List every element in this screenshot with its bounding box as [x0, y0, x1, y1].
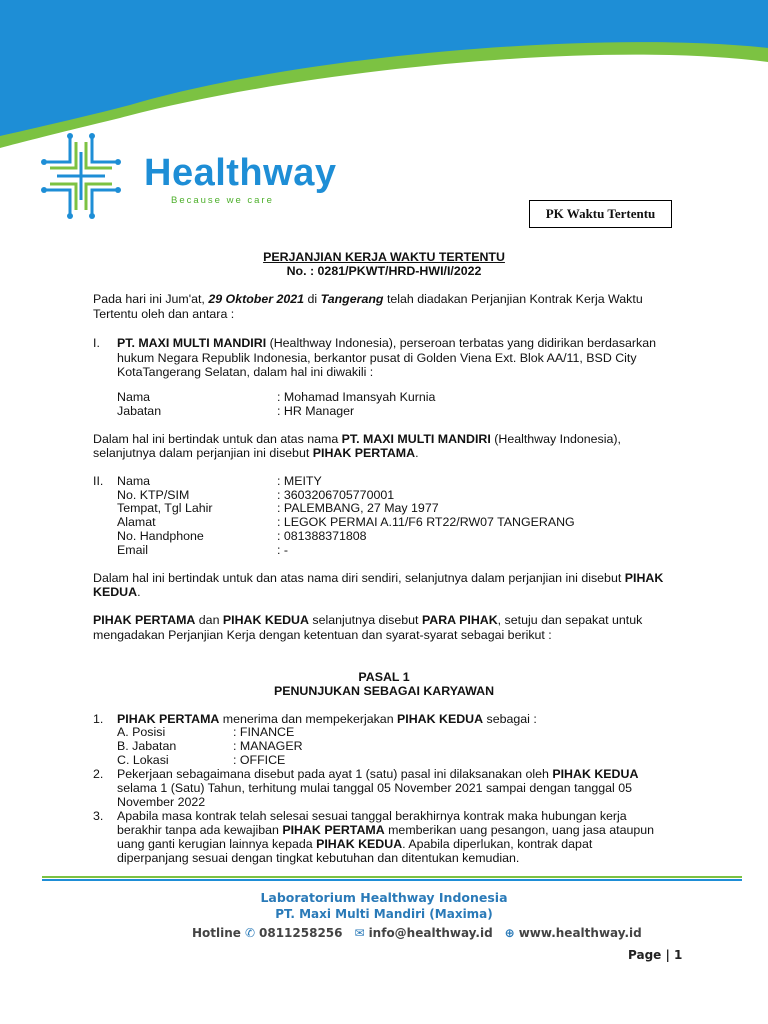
- party2-field-value: : -: [277, 543, 289, 557]
- intro-line-2: Tertentu oleh dan antara :: [93, 307, 235, 321]
- party2-field-label: No. KTP/SIM: [117, 488, 190, 502]
- document-type-box: PK Waktu Tertentu: [529, 200, 672, 228]
- party2-field-label: Nama: [117, 474, 151, 488]
- hotline-label: Hotline: [192, 926, 241, 940]
- party1-field-label: Jabatan: [117, 404, 162, 418]
- globe-icon: ⊕: [504, 926, 515, 940]
- pasal-item-number: 3.: [93, 809, 104, 823]
- party1-closing-line-2: selanjutnya dalam perjanjian ini disebut PIHAK PERTAMA.: [93, 446, 419, 460]
- document-title: PERJANJIAN KERJA WAKTU TERTENTU: [263, 250, 505, 264]
- pasal-sub-label: B. Jabatan: [117, 739, 177, 753]
- party2-closing-line-2: KEDUA.: [93, 585, 141, 599]
- party2-field-value: : PALEMBANG, 27 May 1977: [277, 501, 439, 515]
- pasal-sub-label: A. Posisi: [117, 725, 166, 739]
- party2-field-value: : 081388371808: [277, 529, 367, 543]
- footer-company: PT. Maxi Multi Mandiri (Maxima): [275, 907, 493, 921]
- party2-field-value: : LEGOK PERMAI A.11/F6 RT22/RW07 TANGERANG: [277, 515, 575, 529]
- pasal-item-2-line-1: Pekerjaan sebagaimana disebut pada ayat 1 (satu) pasal ini dilaksanakan oleh PIHAK KEDUA: [117, 767, 639, 781]
- party2-closing-line-1: Dalam hal ini bertindak untuk dan atas nama diri sendiri, selanjutnya dalam perjanjian ini disebut PIHAK: [93, 571, 664, 585]
- pasal-subtitle: PENUNJUKAN SEBAGAI KARYAWAN: [273, 684, 495, 698]
- footer-lab-name: Laboratorium Healthway Indonesia: [260, 890, 508, 905]
- document-number: No. : 0281/PKWT/HRD-HWI/I/2022: [286, 264, 482, 278]
- pasal-item-number: 1.: [93, 712, 104, 726]
- healthway-logo-icon: [36, 132, 126, 220]
- footer-contacts: [192, 926, 642, 940]
- brand-name: Healthway: [144, 152, 337, 194]
- para-pihak-line-2: mengadakan Perjanjian Kerja dengan ketentuan dan syarat-syarat sebagai berikut :: [93, 628, 552, 642]
- hotline-number: 0811258256: [259, 926, 343, 940]
- party2-field-label: No. Handphone: [117, 529, 204, 543]
- pasal-sub-value: : FINANCE: [233, 725, 295, 739]
- pasal-item-2-line-3: November 2022: [117, 795, 206, 809]
- party1-number: I.: [93, 336, 100, 350]
- pasal-sub-value: : OFFICE: [233, 753, 286, 767]
- pasal-item-3-line-1: Apabila masa kontrak telah selesai sesuai tanggal berakhirnya kontrak maka hubungan kerja: [117, 809, 627, 823]
- pasal-item-1-text: PIHAK PERTAMA menerima dan mempekerjakan PIHAK KEDUA sebagai :: [117, 712, 537, 726]
- footer-divider-green: [42, 876, 742, 878]
- pasal-item-2-line-2: selama 1 (Satu) Tahun, terhitung mulai tanggal 05 November 2021 sampai dengan tanggal 05: [117, 781, 633, 795]
- pasal-title: PASAL 1: [358, 670, 410, 684]
- intro-line-1: Pada hari ini Jum'at, 29 Oktober 2021 di Tangerang telah diadakan Perjanjian Kontrak Kerja Waktu: [93, 292, 643, 306]
- party1-line-2: hukum Negara Republik Indonesia, berkantor pusat di Golden Viena Ext. Blok AA/11, BSD City: [117, 351, 637, 365]
- pasal-item-number: 2.: [93, 767, 104, 781]
- pasal-item-3-line-2: berakhir tanpa ada kewajiban PIHAK PERTAMA memberikan uang pesangon, uang jasa ataupun: [117, 823, 655, 837]
- party1-field-value: : HR Manager: [277, 404, 355, 418]
- footer-email[interactable]: info@healthway.id: [368, 926, 493, 940]
- party1-line-1: PT. MAXI MULTI MANDIRI (Healthway Indonesia), perseroan terbatas yang didirikan berdasarkan: [117, 336, 656, 350]
- pasal-item-3-line-4: diperpanjang sesuai dengan tingkat kebutuhan dan ditentukan kemudian.: [117, 851, 520, 865]
- phone-icon: ✆: [244, 926, 255, 940]
- party2-field-label: Email: [117, 543, 148, 557]
- brand-tagline: Because we care: [171, 195, 274, 206]
- party2-field-label: Tempat, Tgl Lahir: [117, 501, 213, 515]
- party2-number: II.: [93, 474, 104, 488]
- party1-field-label: Nama: [117, 390, 151, 404]
- footer-website[interactable]: www.healthway.id: [518, 926, 642, 940]
- pasal-sub-label: C. Lokasi: [117, 753, 169, 767]
- party2-field-value: : 3603206705770001: [277, 488, 395, 502]
- header-wave-graphic: [0, 0, 768, 150]
- para-pihak-line-1: PIHAK PERTAMA dan PIHAK KEDUA selanjutnya disebut PARA PIHAK, setuju dan sepakat untuk: [93, 613, 643, 627]
- email-icon: ✉: [354, 926, 365, 940]
- pasal-sub-value: : MANAGER: [233, 739, 303, 753]
- party1-closing-line-1: Dalam hal ini bertindak untuk dan atas nama PT. MAXI MULTI MANDIRI (Healthway Indonesia),: [93, 432, 621, 446]
- party1-field-value: : Mohamad Imansyah Kurnia: [277, 390, 436, 404]
- party1-line-3: KotaTangerang Selatan, dalam hal ini diwakili :: [117, 365, 374, 379]
- pasal-item-3-line-3: uang ganti kerugian lainnya kepada PIHAK KEDUA. Apabila diperlukan, kontrak dapat: [117, 837, 593, 851]
- party2-field-label: Alamat: [117, 515, 156, 529]
- footer-divider-blue: [42, 879, 742, 881]
- party2-field-value: : MEITY: [277, 474, 322, 488]
- page-number: Page | 1: [628, 948, 683, 962]
